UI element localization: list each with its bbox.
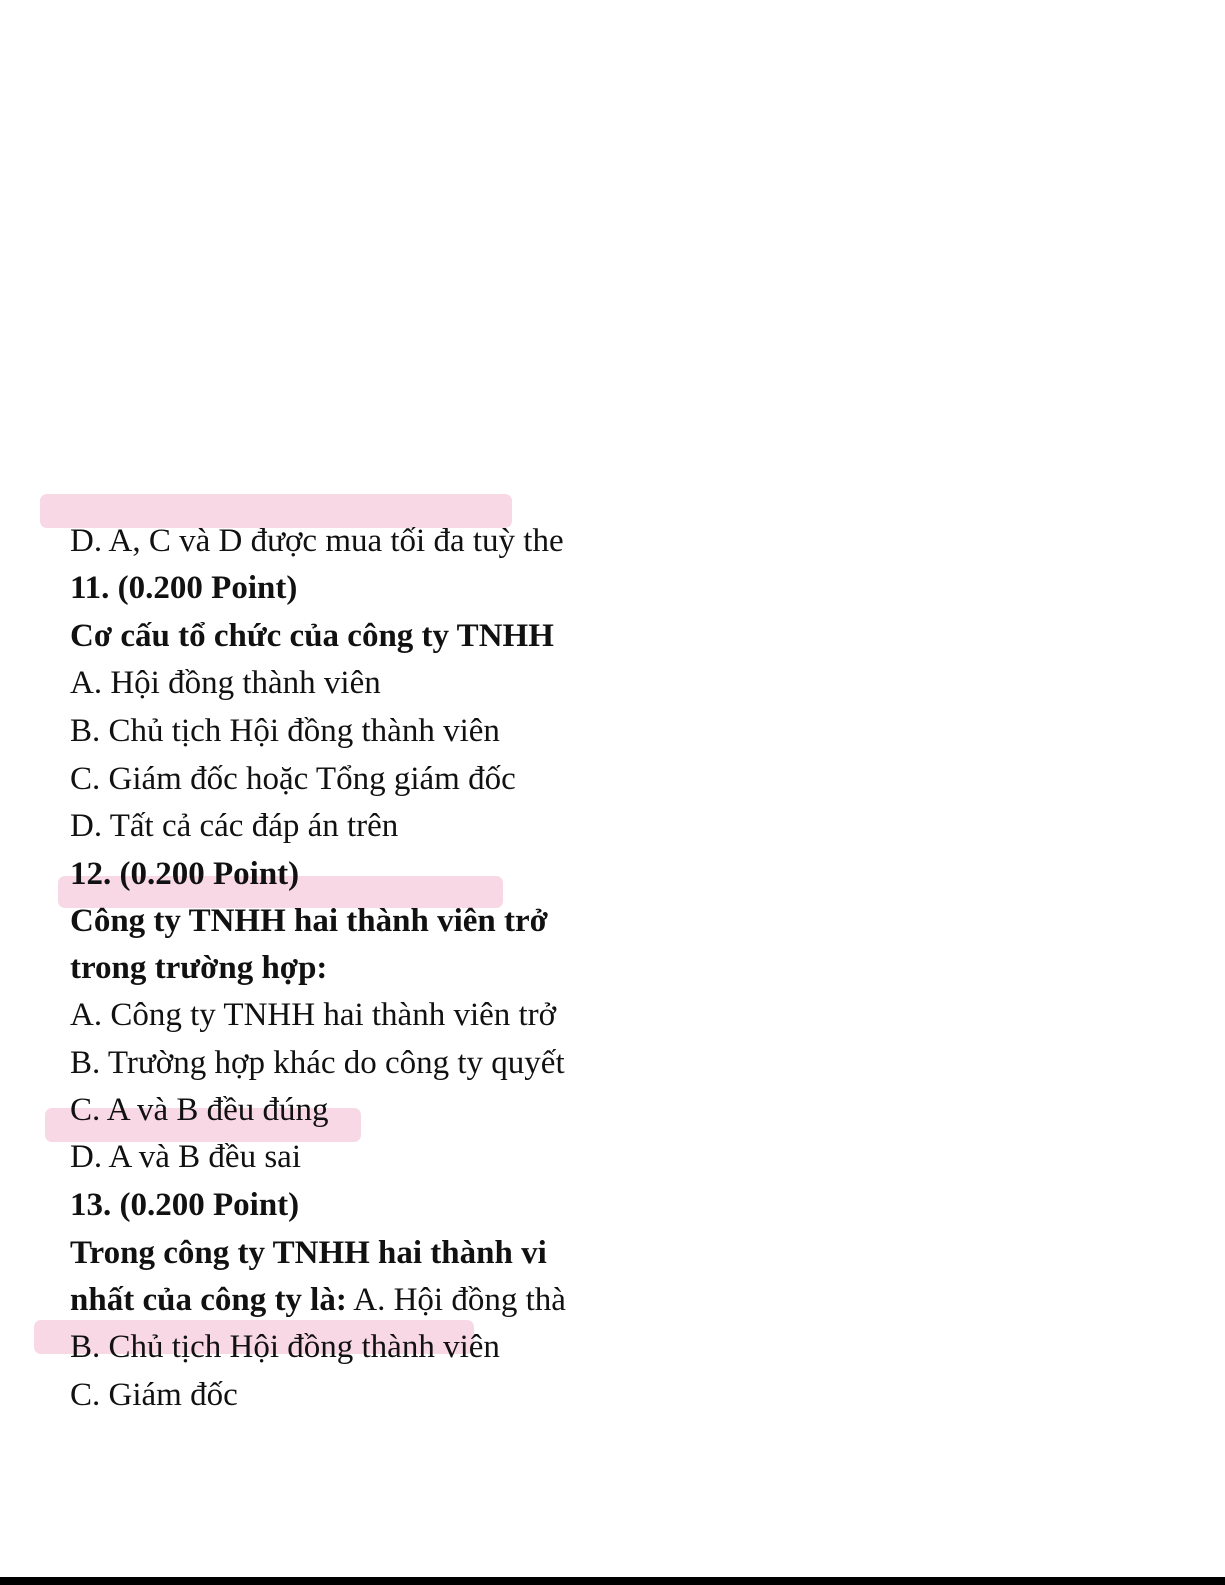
answer-option: B. Chủ tịch Hội đồng thành viên <box>70 713 500 749</box>
answer-option: D. Tất cả các đáp án trên <box>70 808 399 844</box>
page-bottom-edge <box>0 1577 1225 1585</box>
answer-option-inline: A. Hội đồng thà <box>346 1282 566 1318</box>
question-number: 12. (0.200 Point) <box>70 856 300 892</box>
answer-option: C. Giám đốc hoặc Tổng giám đốc <box>70 761 516 797</box>
question-text: Cơ cấu tổ chức của công ty TNHH <box>70 618 554 654</box>
answer-option: B. Trường hợp khác do công ty quyết <box>70 1045 565 1081</box>
question-text: Trong công ty TNHH hai thành vi <box>70 1235 547 1271</box>
answer-option: A. Hội đồng thành viên <box>70 665 381 701</box>
question-number: 13. (0.200 Point) <box>70 1187 300 1223</box>
question-text: Công ty TNHH hai thành viên trở <box>70 903 548 939</box>
answer-option: C. A và B đều đúng <box>70 1092 329 1128</box>
question-number: 11. (0.200 Point) <box>70 570 298 606</box>
answer-option: D. A, C và D được mua tối đa tuỳ the <box>70 523 564 559</box>
answer-option: A. Công ty TNHH hai thành viên trở <box>70 997 557 1033</box>
answer-option: C. Giám đốc <box>70 1377 238 1413</box>
question-text-bold: nhất của công ty là: <box>70 1282 347 1318</box>
answer-option: D. A và B đều sai <box>70 1139 301 1175</box>
question-text-mixed <box>70 1280 566 1320</box>
question-text: trong trường hợp: <box>70 950 328 986</box>
answer-option: B. Chủ tịch Hội đồng thành viên <box>70 1329 500 1365</box>
